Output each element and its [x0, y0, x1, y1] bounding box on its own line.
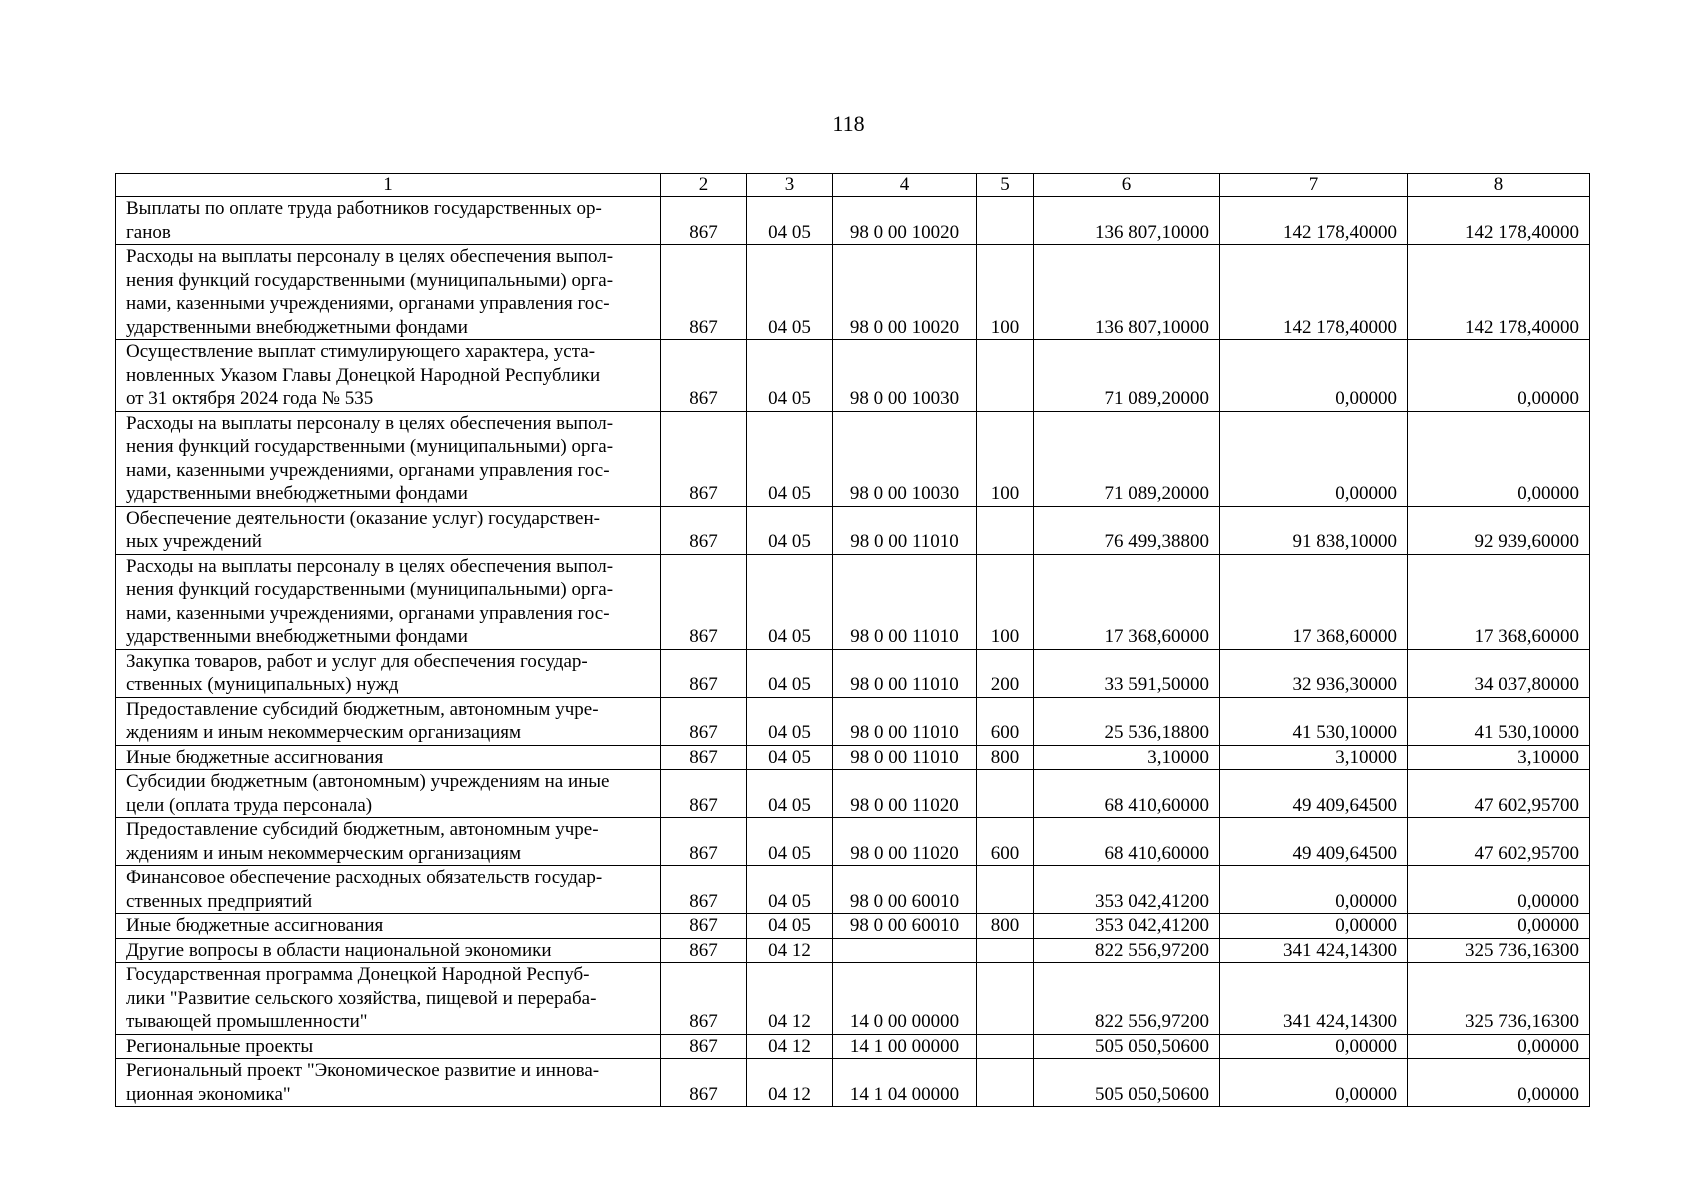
cell-code-2: 867: [661, 411, 747, 506]
cell-code-4: [833, 938, 977, 963]
cell-code-3: 04 05: [747, 506, 833, 554]
cell-name: Закупка товаров, работ и услуг для обеспечения государ- ственных (муниципальных) нужд: [116, 649, 661, 697]
cell-amount-8: 325 736,16300: [1408, 963, 1590, 1035]
cell-amount-7: 0,00000: [1220, 914, 1408, 939]
table-row: [116, 697, 1590, 745]
cell-code-5: [977, 197, 1034, 245]
cell-name: Иные бюджетные ассигнования: [116, 745, 661, 770]
cell-code-5: [977, 938, 1034, 963]
cell-code-3: 04 05: [747, 745, 833, 770]
cell-amount-7: 0,00000: [1220, 866, 1408, 914]
cell-code-2: 867: [661, 697, 747, 745]
cell-name: Государственная программа Донецкой Народной Респуб- лики "Развитие сельского хозяйства, пищевой и перераба- тывающей промышленности": [116, 963, 661, 1035]
cell-amount-6: 71 089,20000: [1034, 411, 1220, 506]
cell-code-2: 867: [661, 197, 747, 245]
cell-amount-6: 505 050,50600: [1034, 1034, 1220, 1059]
column-header: 5: [977, 174, 1034, 197]
cell-code-3: 04 05: [747, 245, 833, 340]
table-row: [116, 818, 1590, 866]
cell-code-3: 04 12: [747, 938, 833, 963]
cell-name: Другие вопросы в области национальной экономики: [116, 938, 661, 963]
cell-code-5: [977, 1034, 1034, 1059]
page-number: 118: [832, 111, 865, 136]
table-row: [116, 770, 1590, 818]
cell-code-2: 867: [661, 1034, 747, 1059]
column-header: 2: [661, 174, 747, 197]
cell-amount-8: 47 602,95700: [1408, 770, 1590, 818]
cell-name: Иные бюджетные ассигнования: [116, 914, 661, 939]
cell-amount-6: 353 042,41200: [1034, 914, 1220, 939]
cell-amount-7: 142 178,40000: [1220, 245, 1408, 340]
cell-name: Предоставление субсидий бюджетным, автономным учре- ждениям и иным некоммерческим организациям: [116, 697, 661, 745]
cell-amount-7: 0,00000: [1220, 1059, 1408, 1107]
column-header: 4: [833, 174, 977, 197]
cell-amount-8: 142 178,40000: [1408, 197, 1590, 245]
cell-amount-7: 341 424,14300: [1220, 963, 1408, 1035]
cell-amount-6: 17 368,60000: [1034, 554, 1220, 649]
cell-amount-7: 0,00000: [1220, 340, 1408, 412]
cell-code-2: 867: [661, 1059, 747, 1107]
column-header: 1: [116, 174, 661, 197]
cell-code-3: 04 05: [747, 649, 833, 697]
cell-code-3: 04 12: [747, 1034, 833, 1059]
table-row: [116, 197, 1590, 245]
cell-name: Предоставление субсидий бюджетным, автономным учре- ждениям и иным некоммерческим организациям: [116, 818, 661, 866]
cell-amount-7: 32 936,30000: [1220, 649, 1408, 697]
cell-code-2: 867: [661, 866, 747, 914]
cell-name: Финансовое обеспечение расходных обязательств государ- ственных предприятий: [116, 866, 661, 914]
cell-amount-7: 142 178,40000: [1220, 197, 1408, 245]
cell-amount-8: 0,00000: [1408, 866, 1590, 914]
cell-code-4: 98 0 00 11020: [833, 770, 977, 818]
cell-code-4: 98 0 00 11010: [833, 554, 977, 649]
cell-amount-6: 25 536,18800: [1034, 697, 1220, 745]
cell-amount-8: 0,00000: [1408, 1059, 1590, 1107]
cell-amount-7: 49 409,64500: [1220, 818, 1408, 866]
cell-code-3: 04 05: [747, 697, 833, 745]
cell-amount-6: 76 499,38800: [1034, 506, 1220, 554]
cell-code-2: 867: [661, 963, 747, 1035]
cell-code-2: 867: [661, 745, 747, 770]
cell-amount-7: 91 838,10000: [1220, 506, 1408, 554]
column-header: 3: [747, 174, 833, 197]
header-row: [116, 174, 1590, 197]
cell-code-2: 867: [661, 914, 747, 939]
cell-amount-8: 47 602,95700: [1408, 818, 1590, 866]
cell-amount-6: 136 807,10000: [1034, 197, 1220, 245]
cell-code-3: 04 05: [747, 866, 833, 914]
cell-amount-6: 136 807,10000: [1034, 245, 1220, 340]
cell-code-5: [977, 506, 1034, 554]
cell-amount-6: 33 591,50000: [1034, 649, 1220, 697]
table-row: [116, 411, 1590, 506]
cell-amount-8: 3,10000: [1408, 745, 1590, 770]
cell-code-2: 867: [661, 938, 747, 963]
cell-amount-6: 822 556,97200: [1034, 963, 1220, 1035]
cell-code-3: 04 05: [747, 197, 833, 245]
table-row: [116, 745, 1590, 770]
cell-amount-8: 0,00000: [1408, 340, 1590, 412]
cell-amount-7: 0,00000: [1220, 1034, 1408, 1059]
cell-code-5: 200: [977, 649, 1034, 697]
table-row: [116, 938, 1590, 963]
table-row: [116, 1059, 1590, 1107]
table-row: [116, 963, 1590, 1035]
cell-code-3: 04 05: [747, 770, 833, 818]
cell-amount-7: 49 409,64500: [1220, 770, 1408, 818]
cell-name: Региональный проект "Экономическое развитие и иннова- ционная экономика": [116, 1059, 661, 1107]
cell-code-5: 800: [977, 914, 1034, 939]
cell-code-3: 04 05: [747, 818, 833, 866]
cell-code-4: 14 1 00 00000: [833, 1034, 977, 1059]
cell-amount-7: 341 424,14300: [1220, 938, 1408, 963]
budget-table: [115, 173, 1590, 1107]
cell-amount-8: 41 530,10000: [1408, 697, 1590, 745]
cell-code-4: 14 0 00 00000: [833, 963, 977, 1035]
cell-amount-8: 142 178,40000: [1408, 245, 1590, 340]
cell-amount-6: 68 410,60000: [1034, 770, 1220, 818]
cell-code-4: 98 0 00 10030: [833, 340, 977, 412]
cell-code-4: 98 0 00 11010: [833, 745, 977, 770]
cell-code-5: 600: [977, 818, 1034, 866]
cell-amount-6: 822 556,97200: [1034, 938, 1220, 963]
table-body: [116, 197, 1590, 1107]
cell-code-5: 100: [977, 411, 1034, 506]
cell-amount-7: 0,00000: [1220, 411, 1408, 506]
table-row: [116, 245, 1590, 340]
cell-amount-8: 325 736,16300: [1408, 938, 1590, 963]
cell-code-4: 98 0 00 11010: [833, 506, 977, 554]
cell-amount-8: 34 037,80000: [1408, 649, 1590, 697]
cell-amount-7: 17 368,60000: [1220, 554, 1408, 649]
cell-code-4: 98 0 00 60010: [833, 866, 977, 914]
cell-name: Осуществление выплат стимулирующего характера, уста- новленных Указом Главы Донецкой Народной Республики от 31 октября 2024 года № 535: [116, 340, 661, 412]
table-row: [116, 866, 1590, 914]
column-header: 7: [1220, 174, 1408, 197]
cell-code-5: [977, 866, 1034, 914]
cell-code-3: 04 05: [747, 554, 833, 649]
column-header: 8: [1408, 174, 1590, 197]
cell-code-5: 100: [977, 554, 1034, 649]
cell-amount-8: 17 368,60000: [1408, 554, 1590, 649]
cell-code-2: 867: [661, 818, 747, 866]
cell-code-2: 867: [661, 649, 747, 697]
cell-code-2: 867: [661, 340, 747, 412]
cell-code-4: 98 0 00 11010: [833, 649, 977, 697]
cell-code-4: 98 0 00 10030: [833, 411, 977, 506]
cell-name: Расходы на выплаты персоналу в целях обеспечения выпол- нения функций государственными (муниципальными) орга- нами, казенными учреждениями, органами управления гос- ударственными внебюджетными фондами: [116, 245, 661, 340]
table-row: [116, 914, 1590, 939]
cell-code-3: 04 05: [747, 340, 833, 412]
cell-amount-6: 505 050,50600: [1034, 1059, 1220, 1107]
cell-code-3: 04 12: [747, 1059, 833, 1107]
cell-code-2: 867: [661, 554, 747, 649]
table-row: [116, 1034, 1590, 1059]
cell-code-5: [977, 340, 1034, 412]
cell-amount-7: 3,10000: [1220, 745, 1408, 770]
cell-code-5: 800: [977, 745, 1034, 770]
cell-amount-7: 41 530,10000: [1220, 697, 1408, 745]
cell-code-3: 04 12: [747, 963, 833, 1035]
cell-code-5: 100: [977, 245, 1034, 340]
cell-code-3: 04 05: [747, 914, 833, 939]
cell-code-4: 98 0 00 10020: [833, 245, 977, 340]
cell-code-4: 14 1 04 00000: [833, 1059, 977, 1107]
cell-code-2: 867: [661, 506, 747, 554]
cell-code-4: 98 0 00 11020: [833, 818, 977, 866]
table-row: [116, 340, 1590, 412]
cell-code-4: 98 0 00 60010: [833, 914, 977, 939]
column-header: 6: [1034, 174, 1220, 197]
table-row: [116, 554, 1590, 649]
cell-name: Расходы на выплаты персоналу в целях обеспечения выпол- нения функций государственными (муниципальными) орга- нами, казенными учреждениями, органами управления гос- ударственными внебюджетными фондами: [116, 411, 661, 506]
cell-amount-6: 353 042,41200: [1034, 866, 1220, 914]
cell-amount-8: 92 939,60000: [1408, 506, 1590, 554]
cell-amount-8: 0,00000: [1408, 914, 1590, 939]
cell-amount-6: 68 410,60000: [1034, 818, 1220, 866]
cell-name: Расходы на выплаты персоналу в целях обеспечения выпол- нения функций государственными (муниципальными) орга- нами, казенными учреждениями, органами управления гос- ударственными внебюджетными фондами: [116, 554, 661, 649]
cell-amount-6: 3,10000: [1034, 745, 1220, 770]
cell-code-4: 98 0 00 11010: [833, 697, 977, 745]
cell-code-5: [977, 770, 1034, 818]
table-row: [116, 649, 1590, 697]
cell-code-3: 04 05: [747, 411, 833, 506]
cell-amount-8: 0,00000: [1408, 1034, 1590, 1059]
cell-name: Выплаты по оплате труда работников государственных ор- ганов: [116, 197, 661, 245]
table-row: [116, 506, 1590, 554]
cell-code-2: 867: [661, 245, 747, 340]
cell-name: Обеспечение деятельности (оказание услуг) государствен- ных учреждений: [116, 506, 661, 554]
cell-code-5: [977, 963, 1034, 1035]
cell-amount-6: 71 089,20000: [1034, 340, 1220, 412]
cell-name: Субсидии бюджетным (автономным) учреждениям на иные цели (оплата труда персонала): [116, 770, 661, 818]
cell-code-4: 98 0 00 10020: [833, 197, 977, 245]
cell-name: Региональные проекты: [116, 1034, 661, 1059]
cell-code-5: 600: [977, 697, 1034, 745]
cell-code-5: [977, 1059, 1034, 1107]
cell-code-2: 867: [661, 770, 747, 818]
cell-amount-8: 0,00000: [1408, 411, 1590, 506]
